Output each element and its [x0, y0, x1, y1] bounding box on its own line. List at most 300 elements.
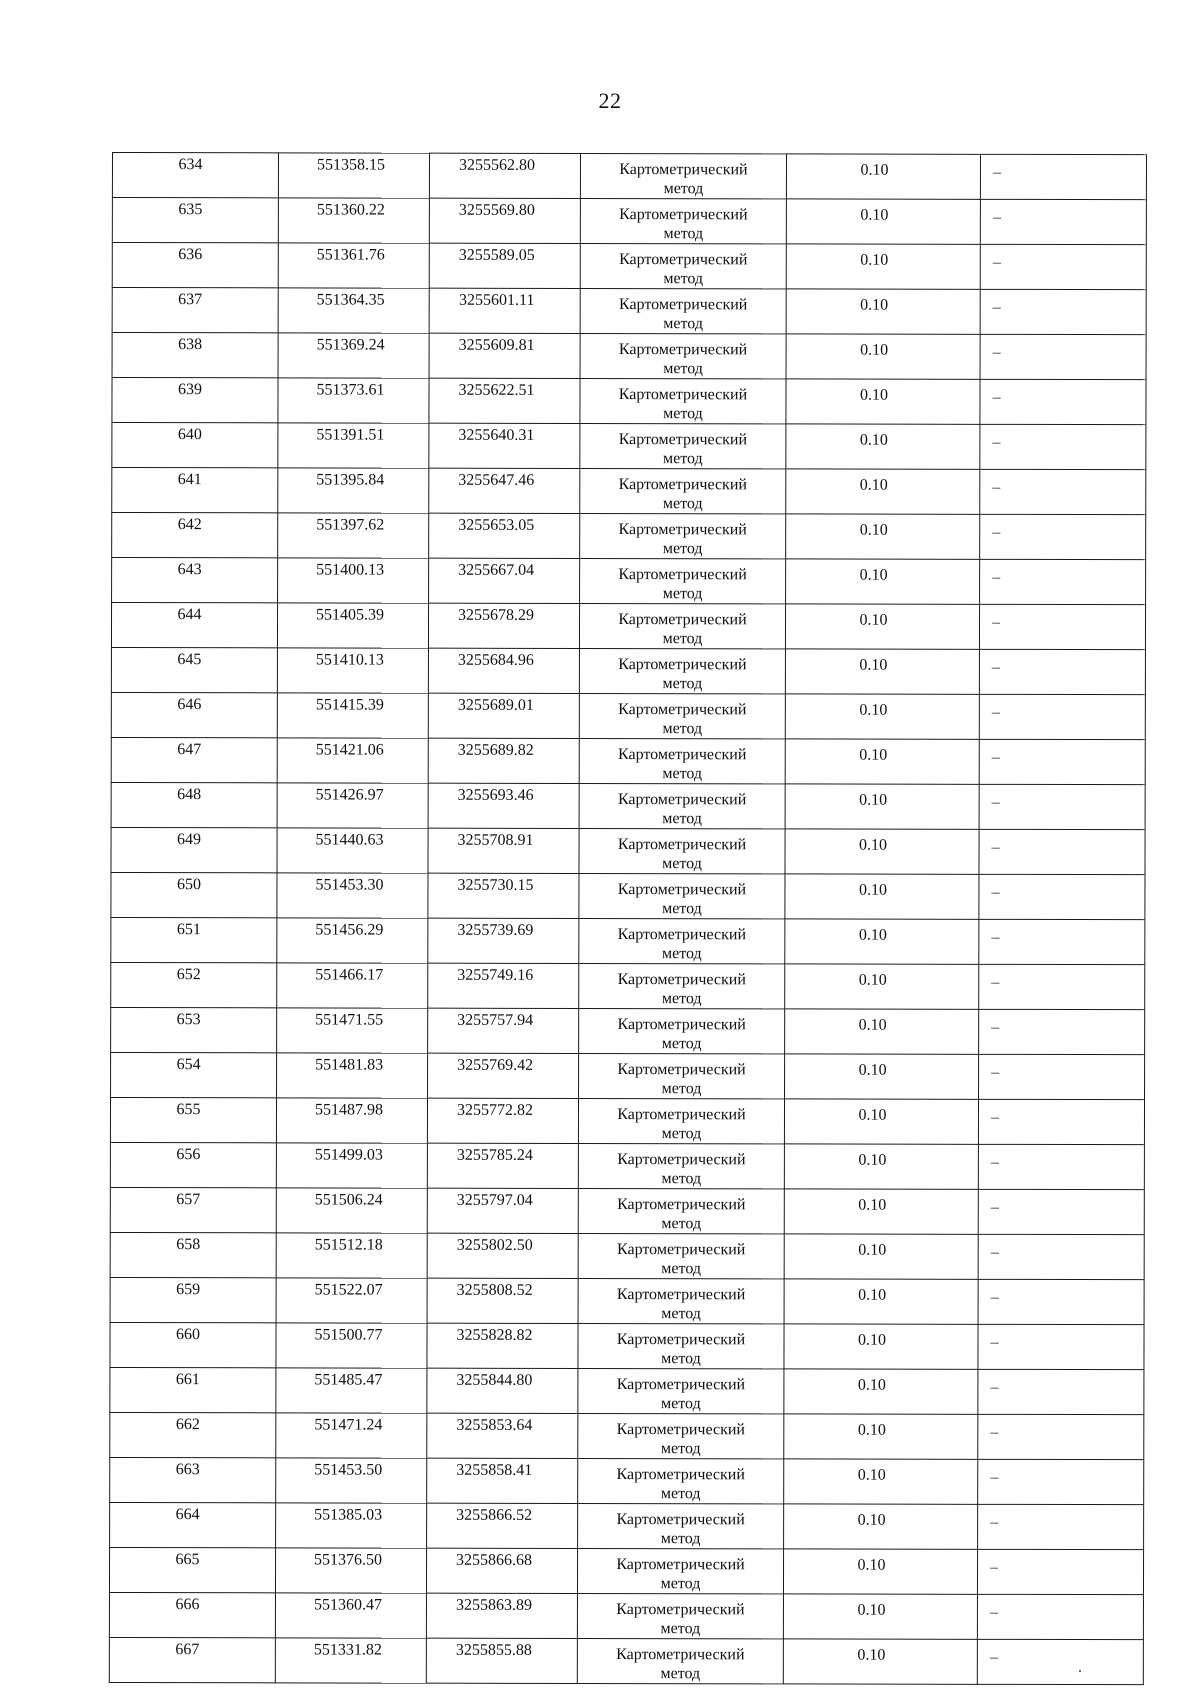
- cell-accuracy-text: 0.10: [859, 476, 888, 494]
- method-line-2: метод: [662, 675, 703, 693]
- cell-point-number-text: 637: [178, 291, 203, 309]
- method-line-2: метод: [660, 1620, 701, 1638]
- table-row: [112, 558, 1146, 605]
- cell-coordinate-y: [429, 198, 580, 243]
- method-line-2: метод: [662, 630, 703, 648]
- cell-coordinate-y-text: 3255739.69: [457, 921, 534, 939]
- cell-point-number: [112, 333, 278, 378]
- method-text: [580, 559, 785, 603]
- cell-coordinate-x-text: 551487.98: [314, 1101, 384, 1119]
- cell-method: [579, 918, 785, 963]
- method-text: [578, 1324, 783, 1368]
- cell-accuracy: [784, 1369, 978, 1414]
- cell-accuracy: [786, 424, 980, 469]
- cell-method: [580, 333, 786, 378]
- cell-point-number-text: 638: [178, 336, 203, 354]
- cell-coordinate-y: [428, 783, 579, 828]
- cell-point-number: [111, 827, 277, 872]
- method-line-2: метод: [662, 720, 703, 738]
- method-line-1: Картометрический: [617, 836, 747, 854]
- cell-note-text: –: [991, 793, 1000, 811]
- cell-accuracy-text: 0.10: [858, 1196, 887, 1214]
- cell-coordinate-y-text: 3255772.82: [456, 1101, 534, 1119]
- cell-note: [978, 1279, 1144, 1324]
- cell-point-number-text: 651: [176, 921, 201, 939]
- method-line-1: Картометрический: [617, 1061, 746, 1079]
- cell-point-number-text: 658: [176, 1236, 201, 1254]
- cell-coordinate-x: [276, 1233, 427, 1278]
- cell-note-text: –: [991, 748, 1000, 766]
- cell-point-number-text: 644: [177, 606, 202, 624]
- cell-coordinate-y: [427, 1233, 578, 1278]
- method-line-2: метод: [662, 765, 703, 783]
- cell-note: [979, 694, 1145, 739]
- cell-coordinate-y: [429, 243, 580, 288]
- cell-accuracy: [784, 1279, 978, 1324]
- cell-coordinate-y-text: 3255855.88: [455, 1641, 532, 1659]
- cell-accuracy-text: 0.10: [857, 1646, 886, 1664]
- cell-note-text: –: [990, 1288, 999, 1306]
- cell-coordinate-x: [276, 1278, 427, 1323]
- cell-coordinate-y-text: 3255858.41: [456, 1461, 533, 1479]
- cell-accuracy-text: 0.10: [857, 1376, 886, 1394]
- cell-point-number: [112, 153, 278, 198]
- cell-note-text: –: [991, 883, 1000, 901]
- cell-coordinate-y-text: 3255757.94: [457, 1011, 534, 1029]
- cell-note-text: –: [991, 1018, 1000, 1036]
- method-line-2: метод: [660, 1530, 701, 1548]
- cell-method: [578, 1458, 784, 1503]
- cell-point-number: [110, 1322, 276, 1367]
- cell-accuracy: [785, 874, 979, 919]
- cell-point-number: [110, 1457, 276, 1502]
- cell-coordinate-y: [428, 1008, 579, 1053]
- method-line-2: метод: [663, 405, 703, 423]
- method-text: [578, 1414, 783, 1458]
- cell-coordinate-x: [276, 1143, 427, 1188]
- method-text: [580, 469, 785, 513]
- cell-coordinate-x: [278, 153, 429, 198]
- cell-point-number: [110, 1502, 276, 1547]
- cell-note-text: –: [991, 1063, 1000, 1081]
- cell-note-text: –: [991, 613, 1001, 631]
- cell-coordinate-x-text: 551400.13: [316, 561, 385, 579]
- cell-accuracy: [784, 1099, 978, 1144]
- cell-point-number: [109, 1592, 275, 1637]
- cell-coordinate-x: [276, 1098, 427, 1143]
- cell-method: [579, 693, 785, 738]
- cell-accuracy: [785, 1054, 979, 1099]
- cell-coordinate-x-text: 551360.47: [313, 1596, 382, 1614]
- method-line-2: метод: [660, 1665, 701, 1683]
- method-line-1: Картометрический: [618, 656, 747, 674]
- cell-coordinate-y-text: 3255808.52: [456, 1281, 533, 1299]
- coordinates-table: [109, 152, 1147, 1685]
- cell-coordinate-x-text: 551405.39: [316, 606, 385, 624]
- method-text: [581, 334, 786, 378]
- cell-coordinate-x-text: 551385.03: [314, 1506, 383, 1524]
- method-line-2: метод: [662, 495, 703, 513]
- cell-point-number: [111, 603, 277, 648]
- cell-note: [979, 649, 1145, 694]
- cell-coordinate-x: [276, 1503, 427, 1548]
- method-line-1: Картометрический: [618, 521, 747, 539]
- cell-method: [577, 1593, 783, 1638]
- method-line-1: Картометрический: [617, 971, 746, 989]
- cell-note: [979, 1009, 1145, 1054]
- cell-accuracy: [785, 604, 979, 649]
- table-row: [111, 737, 1145, 784]
- cell-point-number-text: 634: [178, 156, 203, 174]
- cell-method: [578, 1323, 784, 1368]
- cell-coordinate-x: [276, 1188, 427, 1233]
- table-row: [111, 872, 1145, 919]
- method-text: [579, 874, 784, 918]
- method-text: [579, 919, 784, 963]
- cell-accuracy: [783, 1594, 977, 1639]
- cell-coordinate-x: [277, 648, 428, 693]
- cell-point-number-text: 659: [176, 1281, 201, 1299]
- method-text: [578, 1594, 783, 1638]
- cell-accuracy-text: 0.10: [859, 431, 888, 449]
- cell-accuracy-text: 0.10: [859, 791, 888, 809]
- method-text: [579, 1054, 784, 1098]
- method-line-1: Картометрический: [618, 566, 747, 584]
- method-line-2: метод: [661, 945, 702, 963]
- cell-note: [978, 1234, 1144, 1279]
- cell-point-number: [111, 647, 277, 692]
- method-text: [578, 1549, 783, 1593]
- cell-coordinate-y: [428, 648, 579, 693]
- cell-coordinate-y-text: 3255853.64: [456, 1416, 533, 1434]
- cell-method: [578, 1368, 784, 1413]
- cell-coordinate-x-text: 551421.06: [315, 741, 384, 759]
- cell-note: [979, 829, 1145, 874]
- cell-accuracy: [785, 784, 979, 829]
- cell-point-number-text: 640: [177, 426, 202, 444]
- cell-note-text: –: [992, 388, 1001, 406]
- method-text: [578, 1369, 783, 1413]
- method-line-2: метод: [660, 1440, 701, 1458]
- cell-coordinate-x: [277, 738, 428, 783]
- cell-coordinate-x-text: 551466.17: [315, 966, 384, 984]
- method-line-2: метод: [662, 450, 703, 468]
- method-text: [580, 514, 785, 558]
- cell-method: [580, 288, 786, 333]
- method-text: [581, 199, 786, 243]
- cell-accuracy: [786, 334, 980, 379]
- method-line-2: метод: [663, 360, 703, 378]
- cell-coordinate-y-text: 3255863.89: [455, 1596, 532, 1614]
- cell-method: [577, 1548, 783, 1593]
- cell-note-text: –: [992, 208, 1001, 226]
- cell-coordinate-y-text: 3255562.80: [458, 156, 535, 174]
- method-line-2: метод: [661, 1395, 701, 1413]
- table-row: [112, 513, 1146, 560]
- method-line-2: метод: [663, 180, 704, 198]
- cell-coordinate-y: [429, 558, 580, 603]
- cell-coordinate-x-text: 551512.18: [314, 1236, 383, 1254]
- cell-method: [578, 1098, 784, 1143]
- method-line-1: Картометрический: [618, 386, 748, 404]
- cell-accuracy-text: 0.10: [858, 1286, 887, 1304]
- cell-point-number: [110, 1142, 276, 1187]
- method-text: [579, 1099, 784, 1143]
- table-row: [110, 1322, 1144, 1369]
- cell-coordinate-x-text: 551369.24: [316, 336, 385, 354]
- method-line-2: метод: [661, 1170, 702, 1188]
- cell-point-number-text: 648: [177, 786, 202, 804]
- cell-accuracy-text: 0.10: [858, 1241, 887, 1259]
- method-line-1: Картометрический: [618, 431, 748, 449]
- table-row: [110, 1502, 1144, 1549]
- cell-note: [979, 1054, 1145, 1099]
- cell-coordinate-y: [429, 423, 580, 468]
- cell-point-number: [112, 468, 278, 513]
- cell-coordinate-y-text: 3255730.15: [457, 876, 534, 894]
- page-number: 22: [598, 88, 622, 113]
- cell-coordinate-x-text: 551331.82: [313, 1641, 382, 1659]
- cell-coordinate-x: [277, 1008, 428, 1053]
- cell-note-text: –: [989, 1648, 998, 1666]
- cell-coordinate-x-text: 551471.55: [315, 1011, 384, 1029]
- cell-coordinate-x: [278, 333, 429, 378]
- cell-note-text: –: [990, 1468, 999, 1486]
- cell-note: [979, 874, 1145, 919]
- cell-coordinate-y-text: 3255622.51: [458, 381, 535, 399]
- cell-coordinate-y: [427, 1188, 578, 1233]
- table-row: [112, 423, 1146, 470]
- cell-point-number: [111, 962, 277, 1007]
- cell-point-number: [112, 198, 278, 243]
- cell-method: [580, 198, 786, 243]
- table-row: [112, 198, 1146, 245]
- method-line-2: метод: [662, 585, 703, 603]
- cell-point-number-text: 657: [176, 1191, 201, 1209]
- cell-point-number-text: 646: [177, 696, 202, 714]
- method-line-2: метод: [663, 315, 704, 333]
- cell-coordinate-x: [278, 288, 429, 333]
- cell-coordinate-x: [278, 423, 429, 468]
- method-line-1: Картометрический: [616, 1241, 746, 1259]
- method-line-1: Картометрический: [617, 881, 747, 899]
- cell-note: [980, 469, 1146, 514]
- cell-coordinate-y: [429, 153, 580, 198]
- cell-accuracy-text: 0.10: [857, 1466, 886, 1484]
- cell-accuracy: [784, 1144, 978, 1189]
- cell-accuracy: [783, 1549, 977, 1594]
- cell-accuracy-text: 0.10: [858, 1106, 887, 1124]
- cell-accuracy: [784, 1189, 978, 1234]
- method-text: [579, 1009, 784, 1053]
- cell-coordinate-x-text: 551522.07: [314, 1281, 383, 1299]
- cell-point-number-text: 643: [177, 561, 202, 579]
- cell-point-number-text: 639: [177, 381, 203, 399]
- cell-method: [577, 1638, 783, 1683]
- cell-method: [578, 1503, 784, 1548]
- method-line-1: Картометрический: [618, 746, 747, 764]
- cell-accuracy: [784, 1414, 978, 1459]
- table-row: [112, 288, 1146, 335]
- table-row: [109, 1592, 1143, 1639]
- cell-coordinate-x-text: 551499.03: [314, 1146, 383, 1164]
- table-row: [110, 1232, 1144, 1279]
- cell-note-text: –: [991, 973, 1000, 991]
- method-line-2: метод: [663, 270, 704, 288]
- cell-point-number-text: 642: [177, 516, 202, 534]
- method-line-2: метод: [661, 1080, 702, 1098]
- cell-point-number-text: 636: [178, 246, 203, 264]
- table-row: [110, 1367, 1144, 1414]
- cell-note: [978, 1189, 1144, 1234]
- method-text: [580, 379, 785, 423]
- cell-coordinate-y: [426, 1548, 577, 1593]
- method-line-1: Картометрический: [619, 161, 748, 179]
- method-line-2: метод: [663, 225, 704, 243]
- cell-point-number: [111, 1007, 277, 1052]
- method-text: [581, 154, 786, 198]
- cell-point-number: [111, 917, 277, 962]
- table-row: [110, 1187, 1144, 1234]
- table-row: [110, 1457, 1144, 1504]
- method-line-1: Картометрический: [616, 1421, 746, 1439]
- cell-note-text: –: [992, 523, 1001, 541]
- cell-coordinate-x: [277, 963, 428, 1008]
- cell-coordinate-y-text: 3255802.50: [456, 1236, 533, 1254]
- method-text: [580, 424, 785, 468]
- method-line-2: метод: [662, 810, 702, 828]
- cell-coordinate-y-text: 3255667.04: [458, 561, 535, 579]
- cell-point-number: [110, 1097, 276, 1142]
- method-line-1: Картометрический: [618, 476, 747, 494]
- cell-note: [980, 514, 1146, 559]
- method-text: [580, 649, 785, 693]
- method-line-1: Картометрический: [616, 1331, 746, 1349]
- cell-note-text: –: [990, 1333, 999, 1351]
- cell-note: [980, 424, 1146, 469]
- method-line-2: метод: [662, 540, 703, 558]
- cell-coordinate-y: [427, 1143, 578, 1188]
- cell-coordinate-x-text: 551453.30: [315, 876, 384, 894]
- method-line-1: Картометрический: [617, 926, 747, 944]
- cell-accuracy-text: 0.10: [859, 566, 888, 584]
- cell-coordinate-x: [276, 1458, 427, 1503]
- cell-note-text: –: [991, 928, 1000, 946]
- cell-coordinate-x-text: 551373.61: [316, 381, 385, 399]
- cell-point-number-text: 664: [175, 1506, 200, 1524]
- cell-note-text: –: [990, 1243, 999, 1261]
- cell-point-number-text: 666: [175, 1596, 200, 1614]
- table-row: [109, 1637, 1143, 1684]
- cell-coordinate-y-text: 3255866.52: [456, 1506, 533, 1524]
- cell-point-number-text: 649: [177, 831, 202, 849]
- cell-accuracy-text: 0.10: [859, 701, 888, 719]
- cell-accuracy: [786, 244, 980, 289]
- table-row: [111, 692, 1145, 739]
- method-text: [580, 739, 785, 783]
- cell-point-number: [110, 1232, 276, 1277]
- method-line-2: метод: [661, 990, 702, 1008]
- cell-coordinate-x: [277, 918, 428, 963]
- method-line-2: метод: [661, 1260, 702, 1278]
- cell-accuracy-text: 0.10: [859, 386, 889, 404]
- cell-accuracy: [786, 289, 980, 334]
- method-line-1: Картометрический: [617, 1196, 746, 1214]
- table-row: [112, 378, 1146, 425]
- cell-coordinate-y: [429, 333, 580, 378]
- cell-coordinate-y: [428, 603, 579, 648]
- table-row: [110, 1142, 1144, 1189]
- cell-coordinate-y-text: 3255769.42: [457, 1056, 534, 1074]
- method-line-1: Картометрический: [619, 206, 748, 224]
- cell-coordinate-y-text: 3255653.05: [458, 516, 535, 534]
- method-line-2: метод: [661, 1125, 702, 1143]
- method-text: [578, 1459, 783, 1503]
- cell-coordinate-y-text: 3255708.91: [457, 831, 534, 849]
- cell-note: [980, 379, 1146, 424]
- cell-point-number-text: 635: [178, 201, 203, 219]
- cell-note: [978, 1099, 1144, 1144]
- cell-coordinate-x: [277, 693, 428, 738]
- cell-coordinate-x-text: 551453.50: [314, 1461, 383, 1479]
- cell-note: [980, 289, 1146, 334]
- cell-method: [580, 153, 786, 198]
- cell-note: [980, 559, 1146, 604]
- cell-point-number-text: 654: [176, 1056, 201, 1074]
- cell-point-number-text: 641: [177, 471, 202, 489]
- cell-method: [579, 783, 785, 828]
- cell-coordinate-x-text: 551456.29: [315, 921, 384, 939]
- cell-accuracy-text: 0.10: [857, 1331, 887, 1349]
- cell-point-number: [112, 378, 278, 423]
- cell-coordinate-y: [428, 693, 579, 738]
- cell-coordinate-x: [278, 378, 429, 423]
- cell-method: [578, 1413, 784, 1458]
- cell-coordinate-x: [277, 603, 428, 648]
- method-text: [579, 1279, 784, 1323]
- cell-accuracy: [786, 469, 980, 514]
- cell-accuracy: [784, 1324, 978, 1369]
- cell-coordinate-y-text: 3255689.82: [457, 741, 534, 759]
- cell-method: [580, 378, 786, 423]
- cell-accuracy: [785, 649, 979, 694]
- method-text: [579, 1189, 784, 1233]
- cell-note: [980, 199, 1146, 244]
- table-row: [111, 603, 1145, 650]
- method-text: [579, 1234, 784, 1278]
- cell-coordinate-y: [428, 828, 579, 873]
- cell-point-number: [111, 782, 277, 827]
- table-row: [111, 962, 1145, 1009]
- cell-accuracy-text: 0.10: [858, 1151, 887, 1169]
- method-line-1: Картометрический: [617, 1106, 746, 1124]
- method-line-1: Картометрический: [616, 1646, 745, 1664]
- table-row: [110, 1412, 1144, 1459]
- cell-accuracy-text: 0.10: [860, 161, 889, 179]
- cell-point-number-text: 655: [176, 1101, 201, 1119]
- cell-coordinate-y: [428, 873, 579, 918]
- cell-coordinate-x-text: 551440.63: [315, 831, 384, 849]
- cell-method: [580, 513, 786, 558]
- cell-method: [579, 873, 785, 918]
- cell-coordinate-y-text: 3255678.29: [458, 606, 535, 624]
- cell-accuracy: [785, 919, 979, 964]
- cell-coordinate-y: [428, 918, 579, 963]
- cell-note-text: –: [992, 253, 1001, 271]
- cell-method: [579, 648, 785, 693]
- cell-coordinate-y-text: 3255866.68: [456, 1551, 533, 1569]
- cell-accuracy: [785, 829, 979, 874]
